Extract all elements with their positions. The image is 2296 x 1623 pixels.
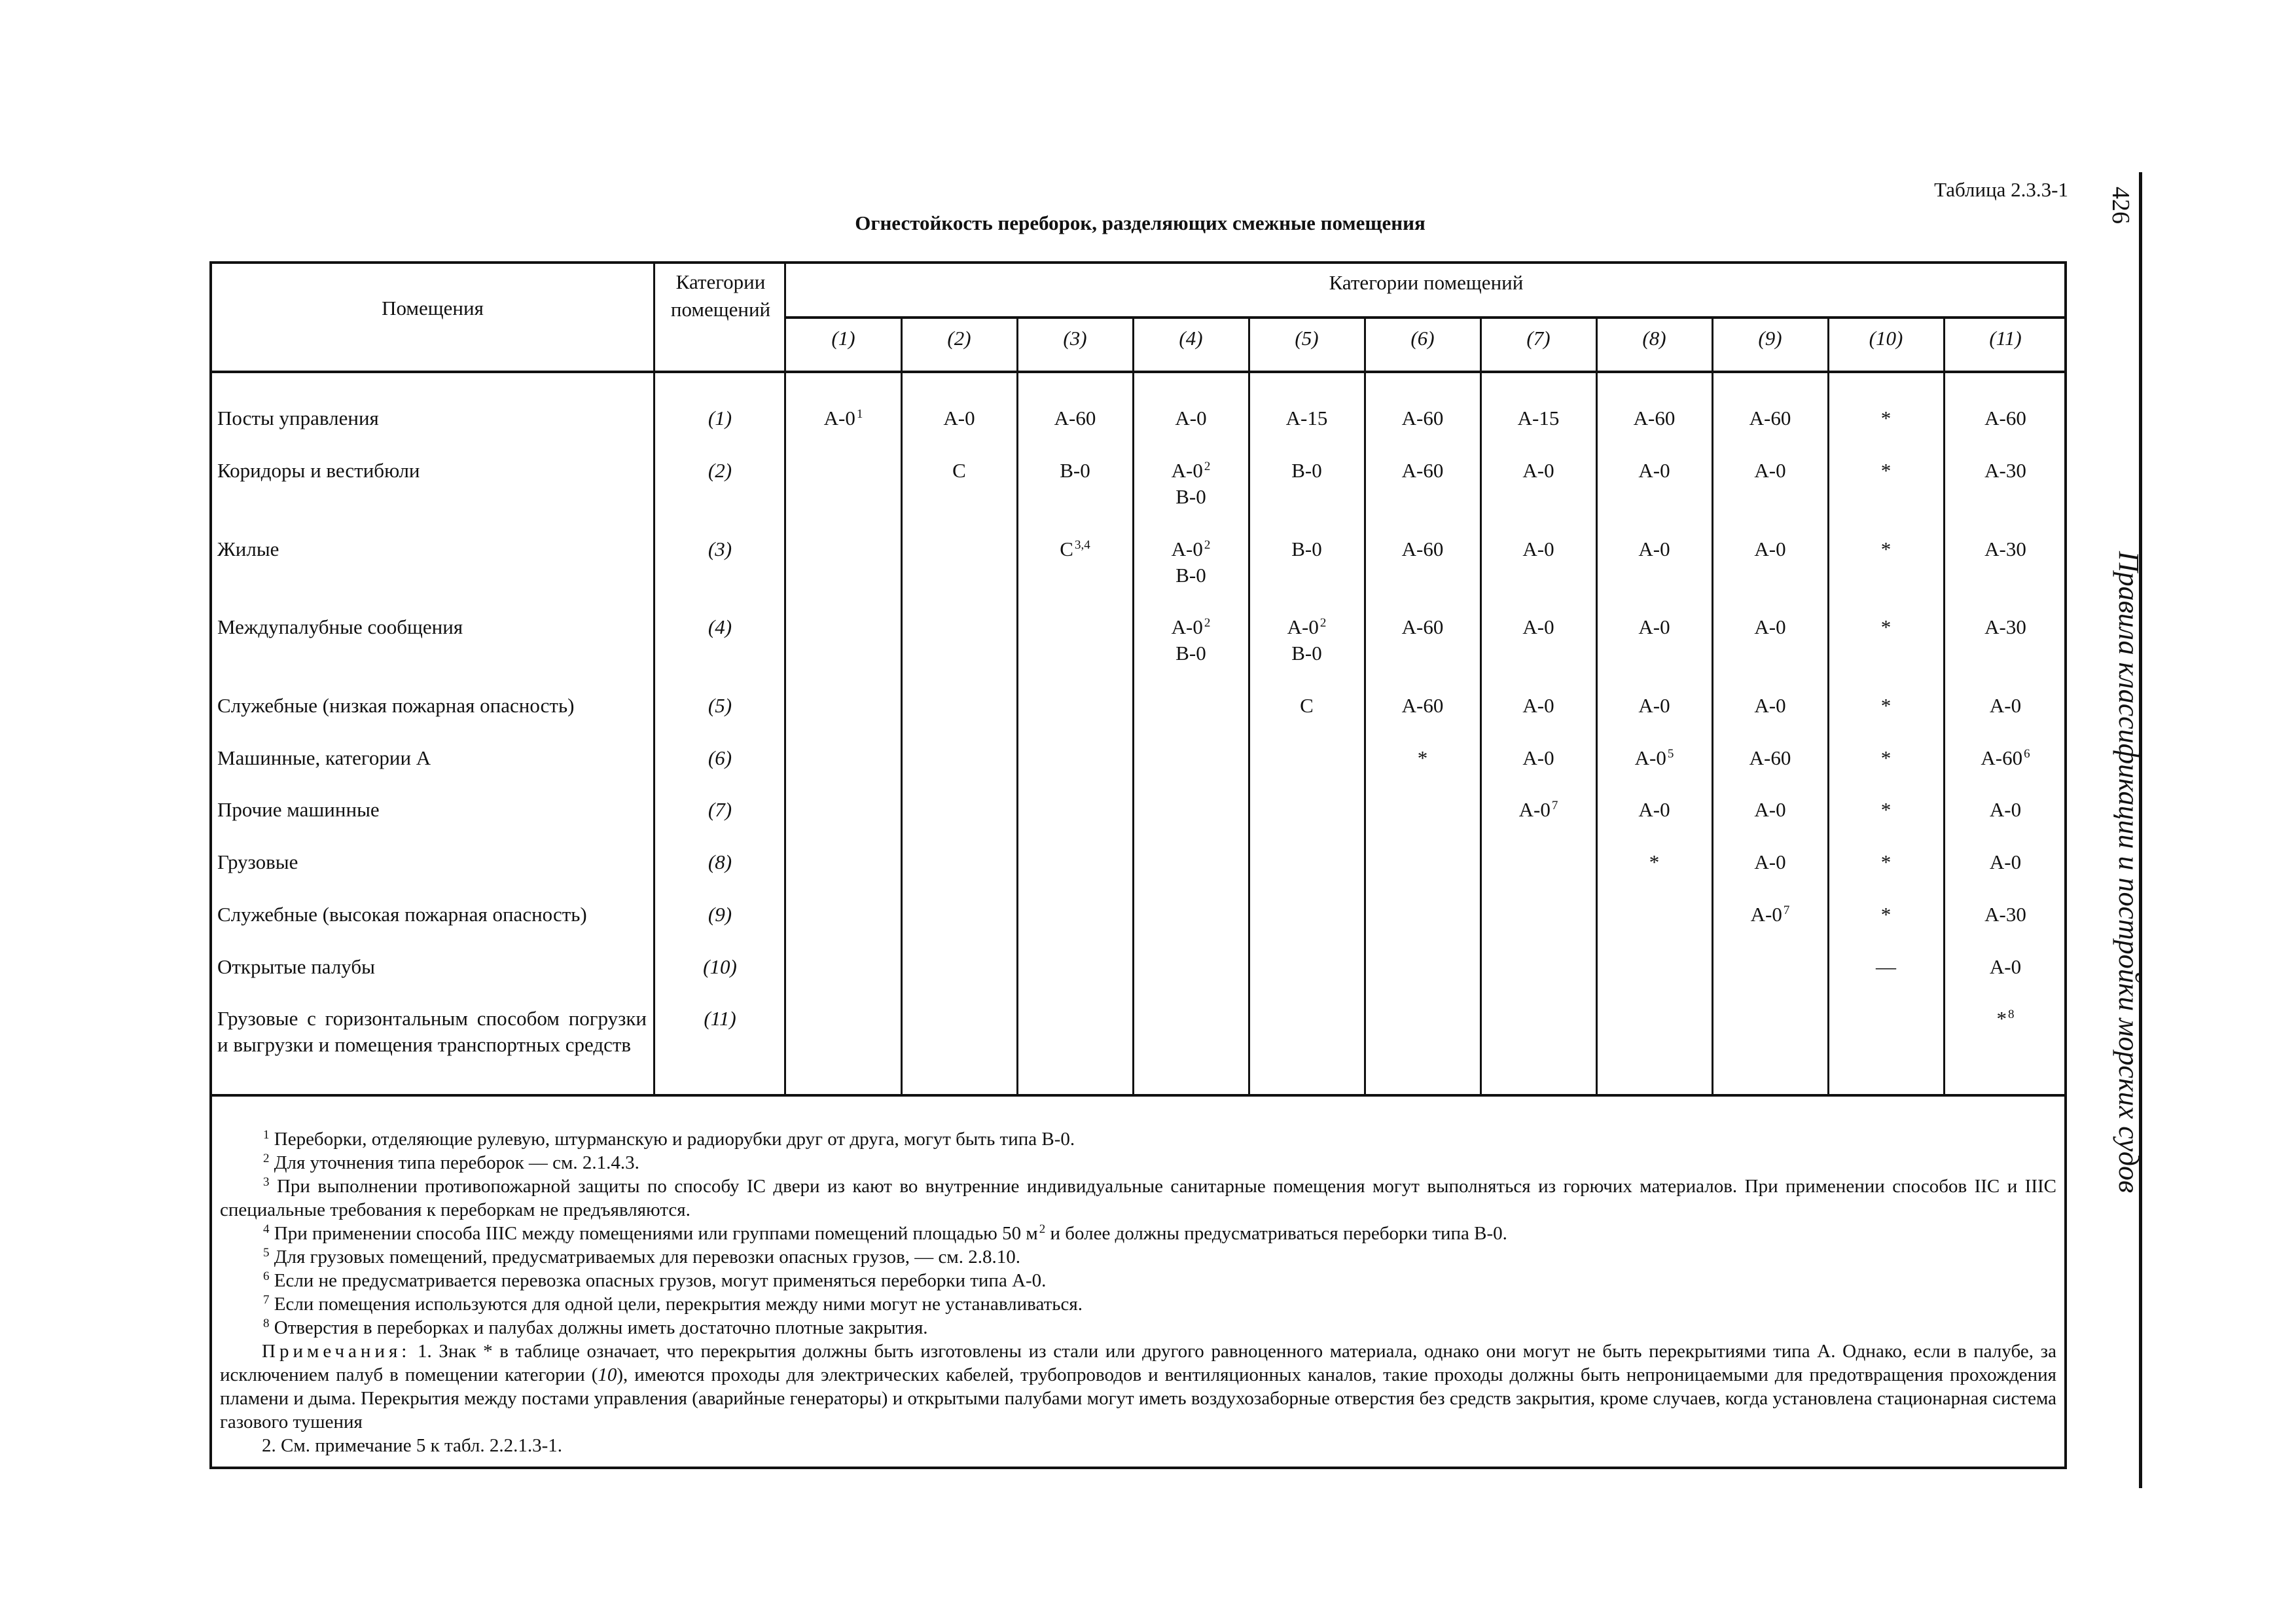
cell-value: А-60 — [1633, 407, 1676, 429]
cell-value: А-0 — [1638, 615, 1670, 638]
footnote-mark: 6 — [263, 1269, 270, 1283]
table-cell — [1249, 536, 1365, 562]
header-divider — [785, 316, 2067, 319]
header-bottom-rule — [209, 371, 2067, 373]
footnotes — [220, 1127, 2056, 1340]
cell-value-alt: В-0 — [1175, 485, 1206, 508]
header-rooms: Помещения — [382, 297, 484, 319]
table-cell — [1365, 458, 1480, 484]
header-category-col: Категории помещений — [670, 270, 771, 321]
footnote-mark: 7 — [263, 1293, 270, 1307]
footnote — [220, 1316, 2056, 1340]
footnote-ref: 7 — [1551, 799, 1558, 812]
table-cell — [1712, 405, 1828, 431]
cell-value: А-0 — [1522, 746, 1554, 769]
cell-value: * — [1880, 903, 1892, 926]
cell-value: А-15 — [1517, 407, 1560, 429]
col-divider — [1132, 318, 1134, 1094]
row-name: Открытые палубы — [217, 955, 375, 978]
table-label: Таблица 2.3.3-1 — [1934, 178, 2068, 201]
table-cell — [1249, 693, 1365, 719]
row-name: Междупалубные сообщения — [217, 615, 463, 638]
page-number: 426 — [2107, 187, 2134, 224]
cell-value: А-0 — [1750, 903, 1782, 926]
cell-value: А-60 — [1981, 746, 2023, 769]
table-cell — [1017, 405, 1133, 431]
row-category: (5) — [708, 694, 732, 717]
table-cell — [1596, 693, 1712, 719]
table-cell — [1480, 405, 1596, 431]
note-1-category: 10 — [598, 1364, 617, 1385]
cell-value: А-60 — [1054, 407, 1096, 429]
cell-value: А-0 — [1638, 459, 1670, 482]
cell-value: А-0 — [1754, 850, 1786, 873]
table-cell — [1365, 614, 1480, 640]
cell-value: С — [1300, 694, 1314, 717]
footnote — [220, 1127, 2056, 1151]
table-cell — [1712, 693, 1828, 719]
cell-value: А-0 — [1638, 798, 1670, 821]
footnote — [220, 1222, 2056, 1245]
row-category: (8) — [708, 850, 732, 873]
table-cell — [1480, 614, 1596, 640]
table-cell — [785, 405, 901, 431]
column-header: (4) — [1179, 327, 1203, 350]
table-cell — [1133, 458, 1249, 510]
row-category: (4) — [708, 615, 732, 638]
table-cell — [1596, 536, 1712, 562]
cell-value: А-60 — [1401, 459, 1444, 482]
note-2: 2. См. примечание 5 к табл. 2.2.1.3-1. — [262, 1435, 563, 1456]
notes-label: Примечания: — [262, 1341, 411, 1362]
cell-value: А-0 — [1754, 798, 1786, 821]
table-cell — [1944, 902, 2067, 928]
table-cell — [1133, 405, 1249, 431]
note-1 — [220, 1340, 2056, 1434]
table-cell — [1596, 614, 1712, 640]
table-cell — [1944, 405, 2067, 431]
table-cell — [1596, 745, 1712, 771]
cell-value: А-0 — [1522, 538, 1554, 560]
table-cell — [1828, 797, 1944, 823]
row-name: Жилые — [217, 538, 279, 560]
footnote-mark: 4 — [263, 1222, 270, 1236]
footnote-text: Переборки, отделяющие рулевую, штурманскую и радиорубки друг от друга, могут быть типа В-0. — [274, 1129, 1075, 1150]
cell-value-alt: В-0 — [1291, 642, 1322, 665]
cell-value: * — [1880, 615, 1892, 638]
table-cell — [1828, 902, 1944, 928]
cell-value: * — [1880, 694, 1892, 717]
row-name: Грузовые — [217, 850, 298, 873]
footnote-ref: 3,4 — [1074, 538, 1090, 552]
row-category: (10) — [703, 955, 737, 978]
footnote-ref: 2 — [1204, 538, 1211, 552]
table-cell — [1480, 458, 1596, 484]
cell-value: А-60 — [1749, 746, 1791, 769]
table-cell — [1944, 458, 2067, 484]
row-category: (7) — [708, 798, 732, 821]
table-cell — [1828, 614, 1944, 640]
table-cell — [1944, 745, 2067, 771]
cell-value: А-0 — [1518, 798, 1551, 821]
cell-value: А-30 — [1984, 459, 2026, 482]
cell-value: В-0 — [1060, 459, 1090, 482]
footnote-text: При применении способа IIIC между помещениями или группами помещений площадью 50 м — [274, 1223, 1038, 1244]
cell-value: С — [952, 459, 966, 482]
column-header: (1) — [831, 327, 855, 350]
table-cell — [1596, 458, 1712, 484]
table-cell — [901, 458, 1017, 484]
cell-value: А-0 — [1754, 459, 1786, 482]
cell-value: — — [1876, 955, 1896, 978]
column-header: (5) — [1295, 327, 1319, 350]
cell-value: А-0 — [1171, 459, 1203, 482]
cell-value: А-15 — [1285, 407, 1328, 429]
table-cell — [1133, 536, 1249, 589]
cell-value: А-0 — [1171, 538, 1203, 560]
table-cell — [1480, 745, 1596, 771]
table-cell — [1712, 902, 1828, 928]
cell-value: А-0 — [1287, 615, 1319, 638]
table-cell — [1828, 693, 1944, 719]
row-name: Служебные (высокая пожарная опасность) — [217, 903, 587, 926]
cell-value: А-0 — [1638, 538, 1670, 560]
footnote-ref: 2 — [1204, 460, 1211, 473]
footnote-ref: 6 — [2024, 747, 2030, 761]
cell-value: * — [1417, 746, 1428, 769]
table-cell — [1944, 536, 2067, 562]
col-divider — [784, 263, 786, 1094]
table-cell — [901, 405, 1017, 431]
header-categories-span: Категории помещений — [1329, 271, 1524, 294]
cell-value: А-30 — [1984, 615, 2026, 638]
column-header: (2) — [947, 327, 971, 350]
column-header: (10) — [1869, 327, 1903, 350]
cell-value-alt: В-0 — [1175, 564, 1206, 587]
cell-value: * — [1880, 850, 1892, 873]
table-cell — [1596, 849, 1712, 875]
table-cell — [1712, 614, 1828, 640]
cell-value: А-0 — [1522, 459, 1554, 482]
cell-value: * — [1996, 1007, 2007, 1030]
footnote-superscript: 2 — [1039, 1222, 1046, 1236]
cell-value: * — [1880, 746, 1892, 769]
table-cell — [1365, 405, 1480, 431]
table-cell — [1712, 745, 1828, 771]
footnote-ref: 8 — [2008, 1008, 2015, 1021]
table-cell — [1133, 614, 1249, 666]
cell-value: А-60 — [1401, 538, 1444, 560]
footnote-mark: 5 — [263, 1246, 270, 1260]
table-cell — [1249, 405, 1365, 431]
table-cell — [1596, 405, 1712, 431]
cell-value: А-0 — [1522, 615, 1554, 638]
cell-value: А-0 — [1989, 694, 2022, 717]
table-cell — [1828, 405, 1944, 431]
row-category: (1) — [708, 407, 732, 429]
footnote-mark: 8 — [263, 1317, 270, 1330]
table-cell — [1828, 745, 1944, 771]
footnote-text: Для грузовых помещений, предусматриваемых для перевозки опасных грузов, — см. 2.8.10. — [274, 1247, 1020, 1267]
table-cell — [1596, 797, 1712, 823]
table-cell — [1480, 536, 1596, 562]
footnote-ref: 1 — [856, 407, 863, 421]
table-cell — [1365, 745, 1480, 771]
footnote-text: и более должны предусматриваться переборки типа В-0. — [1045, 1223, 1507, 1244]
footnote-text: Для уточнения типа переборок — см. 2.1.4.3. — [274, 1152, 639, 1173]
note-1-text-b: ), имеются проходы для электрических кабелей, трубопроводов и вентиляционных каналов, такие проходы должны быть непроницаемыми для предотвращения прохождения пламени и дыма. Перекрытия между постами управления (аварийные генераторы) и открытыми палубами могут иметь воздухозаборные отверстия без средств закрытия, кроме случаев, когда установлена стационарная система газового тушения — [220, 1364, 2056, 1432]
column-header: (6) — [1410, 327, 1435, 350]
table-cell — [1944, 1006, 2067, 1032]
table-cell — [1828, 954, 1944, 980]
table-title: Огнестойкость переборок, разделяющих смежные помещения — [855, 211, 1426, 234]
row-name: Служебные (низкая пожарная опасность) — [217, 694, 575, 717]
note-1-text-a: 1. Знак * в таблице означает, что перекрытия должны быть изготовлены из стали или другого равноценного материала, однако они могут не быть перекрытиями типа А. Однако, если в палубе, за исключением палуб в помещении категории ( — [220, 1341, 2056, 1385]
table-cell — [1828, 458, 1944, 484]
column-header: (3) — [1063, 327, 1087, 350]
cell-value: А-60 — [1401, 615, 1444, 638]
table-cell — [1712, 797, 1828, 823]
row-name: Прочие машинные — [217, 798, 380, 821]
cell-value: А-0 — [1522, 694, 1554, 717]
cell-value: А-0 — [1989, 955, 2022, 978]
table-cell — [1944, 849, 2067, 875]
cell-value: А-0 — [1754, 538, 1786, 560]
cell-value: А-0 — [1171, 615, 1203, 638]
cell-value: А-0 — [1754, 694, 1786, 717]
footnote-ref: 5 — [1667, 747, 1674, 761]
cell-value: А-0 — [1634, 746, 1666, 769]
cell-value: А-0 — [823, 407, 855, 429]
cell-value: * — [1880, 407, 1892, 429]
footnote-text: Если не предусматривается перевозка опасных грузов, могут применяться переборки типа А-0. — [274, 1270, 1047, 1291]
cell-value: * — [1880, 538, 1892, 560]
footnote-text: Если помещения используются для одной цели, перекрытия между ними могут не устанавливаться. — [274, 1294, 1083, 1315]
cell-value: А-60 — [1401, 407, 1444, 429]
row-category: (9) — [708, 903, 732, 926]
cell-value: А-0 — [1175, 407, 1207, 429]
footnote — [220, 1292, 2056, 1316]
table-cell — [1712, 849, 1828, 875]
footnote — [220, 1269, 2056, 1292]
column-header: (7) — [1526, 327, 1551, 350]
footnote-mark: 2 — [263, 1152, 270, 1165]
cell-value: А-0 — [1754, 615, 1786, 638]
row-name: Посты управления — [217, 407, 379, 429]
table-bottom-rule — [209, 1094, 2067, 1097]
row-category: (6) — [708, 746, 732, 769]
row-name: Коридоры и вестибюли — [217, 459, 420, 482]
table-cell — [1712, 458, 1828, 484]
cell-value: А-0 — [1638, 694, 1670, 717]
cell-value: А-60 — [1749, 407, 1791, 429]
col-divider — [1016, 318, 1018, 1094]
cell-value: В-0 — [1291, 459, 1322, 482]
cell-value: А-60 — [1401, 694, 1444, 717]
column-header: (8) — [1642, 327, 1666, 350]
table-cell — [1017, 458, 1133, 484]
table-cell — [1712, 536, 1828, 562]
col-divider — [653, 263, 655, 1094]
table-cell — [1480, 693, 1596, 719]
table-cell — [1828, 849, 1944, 875]
column-header: (11) — [1989, 327, 2022, 350]
table-cell — [1944, 797, 2067, 823]
cell-value: С — [1060, 538, 1073, 560]
footnote-mark: 1 — [263, 1128, 270, 1142]
col-divider — [901, 318, 903, 1094]
cell-value: * — [1880, 459, 1892, 482]
table-cell — [1017, 536, 1133, 562]
cell-value: В-0 — [1291, 538, 1322, 560]
table-cell — [1480, 797, 1596, 823]
cell-value: А-0 — [1989, 850, 2022, 873]
footnote-ref: 7 — [1783, 903, 1790, 917]
footnote-ref: 2 — [1319, 616, 1327, 630]
cell-value: * — [1880, 798, 1892, 821]
cell-value: А-30 — [1984, 903, 2026, 926]
footnote — [220, 1151, 2056, 1175]
table-cell — [1249, 614, 1365, 666]
row-name: Грузовые с горизонтальным способом погрузки и выгрузки и помещения транспортных средств — [217, 1007, 647, 1056]
footnote-mark: 3 — [263, 1175, 270, 1189]
column-header: (9) — [1758, 327, 1782, 350]
row-category: (3) — [708, 538, 732, 560]
footnote — [220, 1175, 2056, 1222]
cell-value-alt: В-0 — [1175, 642, 1206, 665]
row-category: (11) — [704, 1007, 736, 1030]
table-cell — [1944, 614, 2067, 640]
cell-value: А-0 — [943, 407, 975, 429]
row-category: (2) — [708, 459, 732, 482]
running-title: Правила классификации и постройки морских судов — [2113, 551, 2145, 1194]
table-cell — [1944, 693, 2067, 719]
table-cell — [1365, 693, 1480, 719]
table-cell — [1828, 536, 1944, 562]
table-cell — [1249, 458, 1365, 484]
footnote — [220, 1245, 2056, 1269]
cell-value: * — [1649, 850, 1660, 873]
table-cell — [1944, 954, 2067, 980]
notes-block — [220, 1127, 2056, 1457]
footnote-text: При выполнении противопожарной защиты по способу IC двери из кают во внутренние индивидуальные санитарные помещения могут выполняться из горючих материалов. При применении способов IIC и IIIC специальные требования к переборкам не предъявляются. — [220, 1176, 2057, 1220]
cell-value: А-60 — [1984, 407, 2026, 429]
cell-value: А-0 — [1989, 798, 2022, 821]
table-cell — [1365, 536, 1480, 562]
cell-value: А-30 — [1984, 538, 2026, 560]
footnote-ref: 2 — [1204, 616, 1211, 630]
row-name: Машинные, категории А — [217, 746, 431, 769]
footnote-text: Отверстия в переборках и палубах должны иметь достаточно плотные закрытия. — [274, 1317, 928, 1338]
